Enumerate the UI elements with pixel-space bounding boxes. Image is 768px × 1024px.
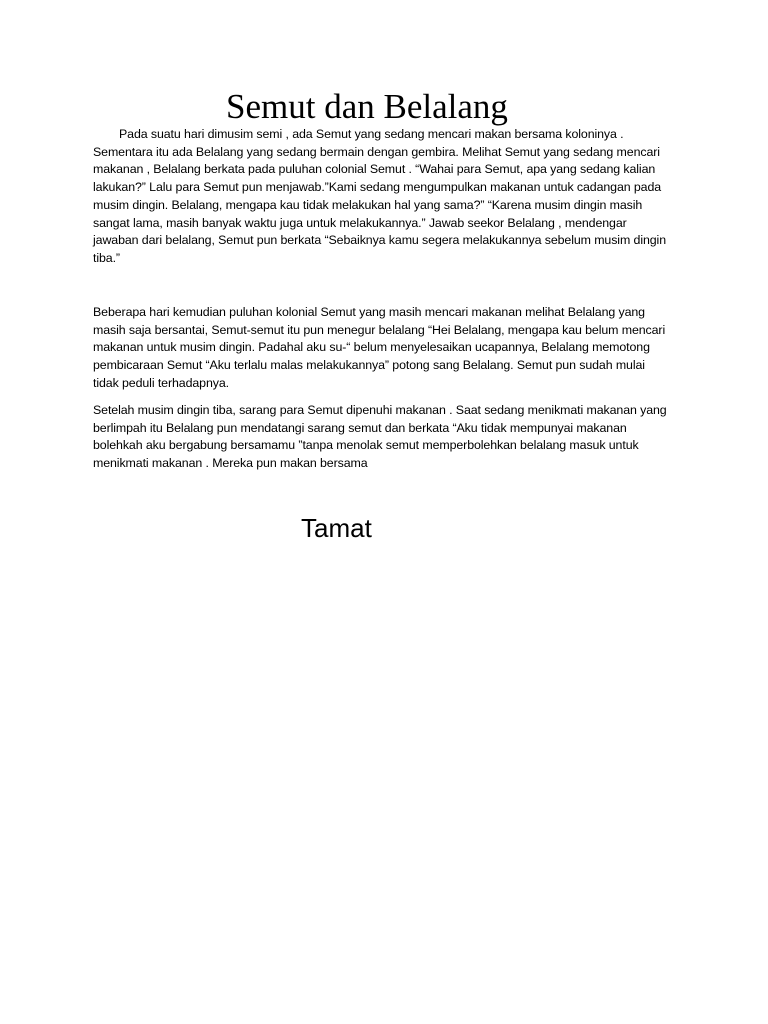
story-paragraph-1: Pada suatu hari dimusim semi , ada Semut yang sedang mencari makan bersama koloninya . Sementara itu ada Belalang yang sedang bermain dengan gembira. Melihat Semut yang sedang mencari makanan , Belalang berkata pada puluhan colonial Semut . “Wahai para Semut, apa yang sedang kalian lakukan?” Lalu para Semut pun menjawab.”Kami sedang mengumpulkan makanan untuk cadangan pada musim dingin. Belalang, mengapa kau tidak melakukan hal yang sama?” “Karena musim dingin masih sangat lama, masih banyak waktu juga untuk melakukannya.” Jawab seekor Belalang , mendengar jawaban dari belalang, Semut pun berkata “Sebaiknya kamu segera melakukannya sebelum musim dingin tiba.”	[93, 127, 666, 265]
document-title: Semut dan Belalang	[226, 87, 508, 126]
story-paragraph-2: Beberapa hari kemudian puluhan kolonial Semut yang masih mencari makanan melihat Belalang yang masih saja bersantai, Semut-semut itu pun menegur belalang “Hei Belalang, mengapa kau belum mencari makanan untuk musim dingin. Padahal aku su-“ belum menyelesaikan ucapannya, Belalang memotong pembicaraan Semut “Aku terlalu malas melakukannya” potong sang Belalang. Semut pun sudah mulai tidak peduli terhadapnya.	[93, 305, 666, 390]
story-ending: Tamat	[301, 513, 372, 543]
story-paragraph-3: Setelah musim dingin tiba, sarang para Semut dipenuhi makanan . Saat sedang menikmati makanan yang berlimpah itu Belalang pun mendatangi sarang semut dan berkata “Aku tidak mempunyai makanan bolehkah aku bergabung bersamamu ”tanpa menolak semut memperbolehkan belalang masuk untuk menikmati makanan . Mereka pun makan bersama	[93, 403, 667, 471]
